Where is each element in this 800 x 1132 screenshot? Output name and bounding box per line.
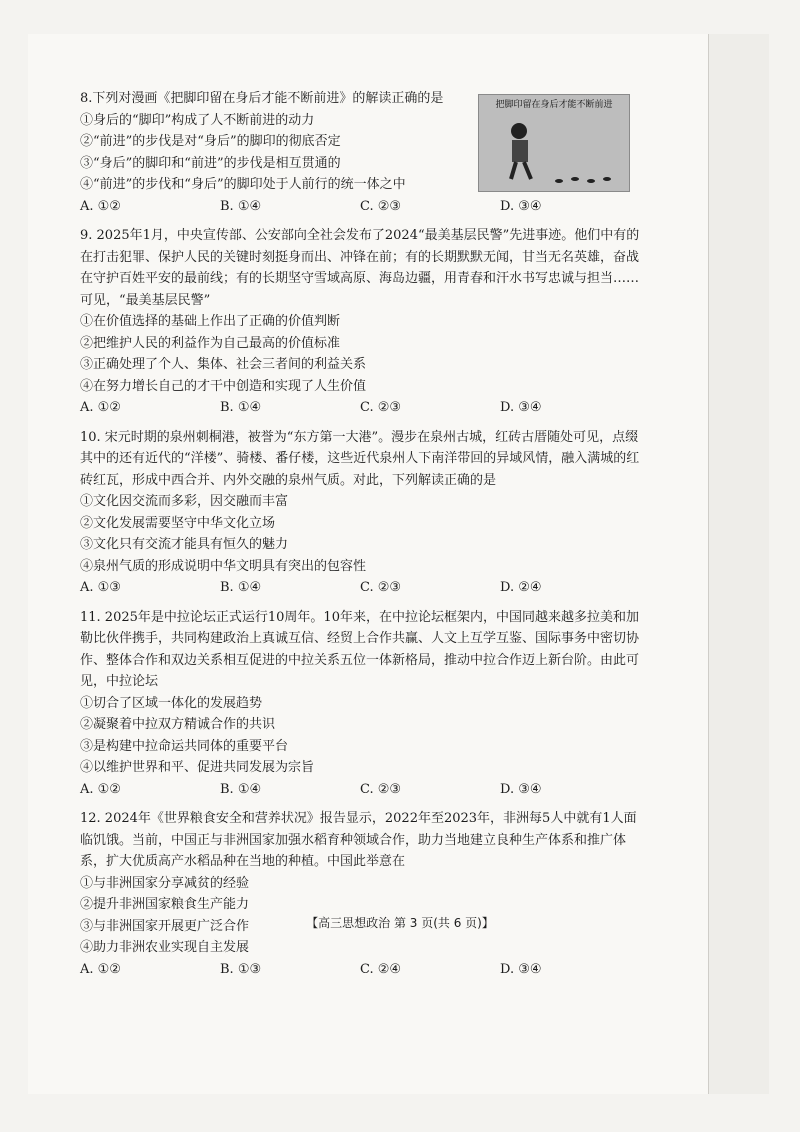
option-item: ②把维护人民的利益作为自己最高的价值标准: [80, 335, 341, 351]
answer-choice: A. ①③: [80, 580, 121, 595]
option-item: ②提升非洲国家粮食生产能力: [80, 897, 250, 912]
question-11: [80, 607, 640, 801]
answer-choice: A. ①②: [80, 961, 121, 977]
option-item: ④泉州气质的形成说明中华文明具有突出的包容性: [80, 558, 367, 574]
adjacent-page-edge: [708, 34, 769, 1094]
option-item: ①文化因交流而多彩，因交融而丰富: [80, 494, 289, 509]
question-8: [80, 88, 640, 217]
answer-choice: A. ①②: [80, 781, 121, 797]
answer-choice: C. ②③: [360, 400, 402, 415]
question-10: [80, 427, 640, 599]
answer-choice: B. ①④: [220, 580, 262, 595]
option-item: ③“身后”的脚印和“前进”的步伐是相互贯通的: [80, 155, 341, 171]
answer-choice: C. ②③: [360, 580, 402, 595]
answer-choice: D. ②④: [500, 580, 542, 595]
option-item: ①在价值选择的基础上作出了正确的价值判断: [80, 314, 341, 329]
option-item: ③是构建中拉命运共同体的重要平台: [80, 738, 289, 754]
option-item: ②文化发展需要坚守中华文化立场: [80, 515, 276, 531]
question-stem: 9. 2025年1月，中央宣传部、公安部向全社会发布了2024“最美基层民警”先进事迹。他们中有的在打击犯罪、保护人民的关键时刻挺身而出、冲锋在前；有的长期默默无闻，甘当无名英雄，奋战在守护百姓平安的最前线；有的长期坚守雪域高原、海岛边疆，用青春和汗水书写忠诚与担当……可见，“最美基层民警”: [80, 228, 640, 308]
answer-choice: D. ③④: [500, 400, 542, 415]
answer-choice: B. ①④: [220, 400, 262, 415]
answer-choice: C. ②③: [360, 781, 402, 797]
option-item: ④在努力增长自己的才干中创造和实现了人生价值: [80, 378, 367, 394]
question-stem: 8.下列对漫画《把脚印留在身后才能不断前进》的解读正确的是: [80, 91, 444, 106]
answer-choices: [80, 779, 640, 801]
answer-choice: D. ③④: [500, 198, 542, 214]
question-stem: 12. 2024年《世界粮食安全和营养状况》报告显示，2022年至2023年，非洲每5人中就有1人面临饥饿。当前，中国正与非洲国家加强水稻育种领域合作，助力当地建立良种生产体系和推广体系，扩大优质高产水稻品种在当地的种植。中国此举意在: [80, 811, 637, 869]
option-item: ①身后的“脚印”构成了人不断前进的动力: [80, 112, 315, 128]
answer-choices: [80, 196, 640, 218]
question-stem: 10. 宋元时期的泉州刺桐港，被誉为“东方第一大港”。漫步在泉州古城，红砖古厝随处可见，点缀其中的还有近代的“洋楼”、骑楼、番仔楼，这些近代泉州人下南洋带回的异域风情，融入满城的红砖红瓦，形成中西合并、内外交融的泉州气质。对此，下列解读正确的是: [80, 429, 640, 488]
answer-choices: [80, 959, 640, 981]
answer-choice: A. ①②: [80, 198, 121, 214]
option-item: ④助力非洲农业实现自主发展: [80, 940, 250, 955]
answer-choices: [80, 397, 640, 419]
answer-choices: [80, 577, 640, 599]
question-12: [80, 808, 640, 980]
answer-choice: A. ①②: [80, 400, 121, 415]
answer-choice: D. ③④: [500, 961, 542, 977]
answer-choice: B. ①④: [220, 781, 262, 797]
answer-choice: C. ②④: [360, 961, 402, 977]
answer-choice: B. ①④: [220, 198, 262, 214]
question-9: [80, 225, 640, 419]
question-list: [80, 88, 640, 988]
answer-choice: C. ②③: [360, 198, 402, 214]
option-item: ②“前进”的步伐是对“身后”的脚印的彻底否定: [80, 134, 341, 149]
option-item: ①与非洲国家分享减贫的经验: [80, 875, 250, 891]
page-footer: 【高三思想政治 第 3 页(共 6 页)】: [306, 916, 494, 930]
comic-title: 把脚印留在身后才能不断前进: [495, 100, 613, 110]
question-stem: 11. 2025年是中拉论坛正式运行10周年。10年来，在中拉论坛框架内，中国同越来越多拉美和加勒比伙伴携手，共同构建政治上真诚互信、经贸上合作共赢、人文上互学互鉴、国际事务中密切协作、整体合作和双边关系相互促进的中拉关系五位一体新格局，推动中拉合作迈上新台阶。由此可见，中拉论坛: [80, 609, 640, 689]
answer-choice: D. ③④: [500, 781, 542, 797]
option-item: ①切合了区域一体化的发展趋势: [80, 695, 263, 711]
option-item: ④以维护世界和平、促进共同发展为宗旨: [80, 760, 315, 775]
option-grid: [80, 693, 640, 779]
option-item: ④“前进”的步伐和“身后”的脚印处于人前行的统一体之中: [80, 177, 406, 192]
option-item: ③与非洲国家开展更广泛合作: [80, 918, 250, 934]
option-item: ②凝聚着中拉双方精诚合作的共识: [80, 717, 276, 732]
option-item: ③文化只有交流才能具有恒久的魅力: [80, 537, 289, 552]
answer-choice: B. ①③: [220, 961, 262, 977]
option-item: ③正确处理了个人、集体、社会三者间的利益关系: [80, 357, 367, 372]
